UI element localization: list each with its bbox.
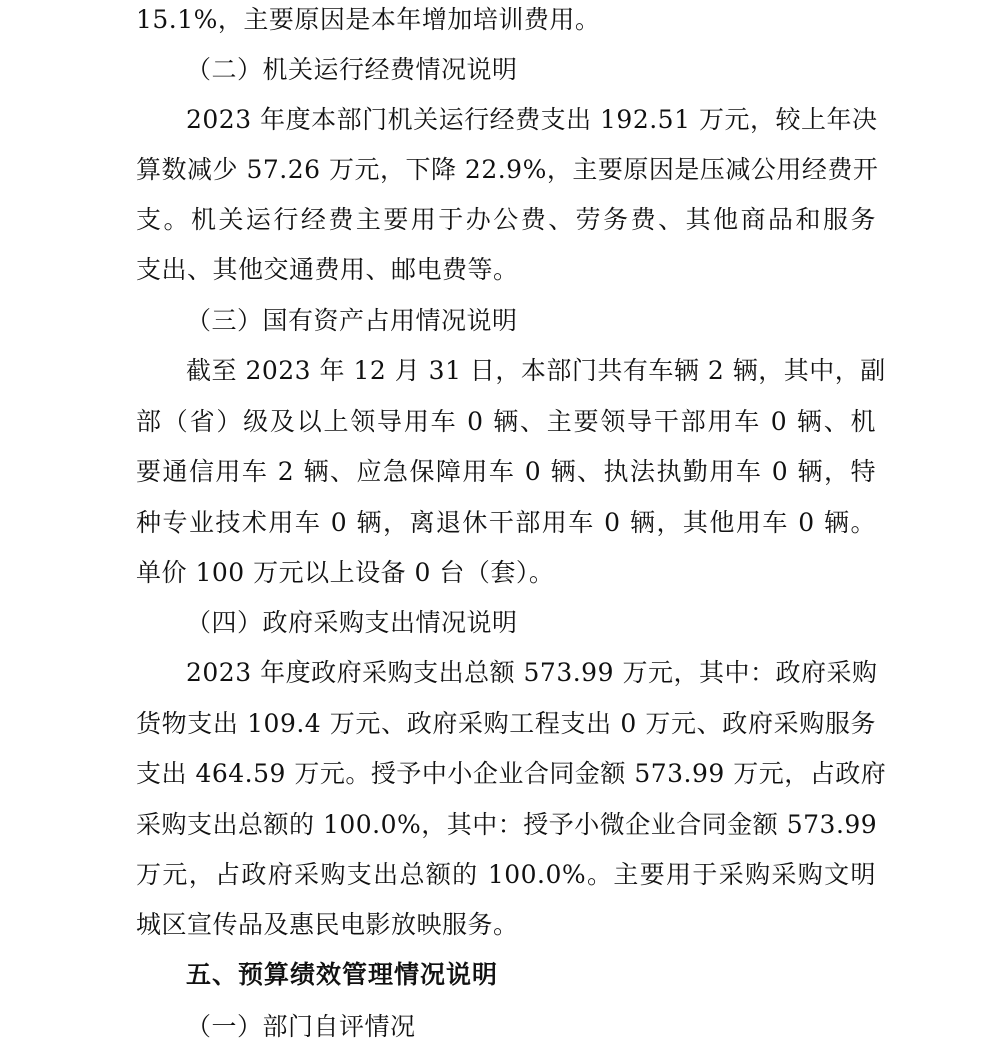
subheading-operating-expenses: （二）机关运行经费情况说明 bbox=[186, 55, 518, 84]
paragraph-line-16: 支出 464.59 万元。授予中小企业合同金额 573.99 万元，占政府 bbox=[136, 759, 887, 788]
paragraph-line-10: 要通信用车 2 辆、应急保障用车 0 辆、执法执勤用车 0 辆，特 bbox=[136, 457, 876, 486]
paragraph-line-5: 支。机关运行经费主要用于办公费、劳务费、其他商品和服务 bbox=[136, 205, 876, 234]
paragraph-line-17: 采购支出总额的 100.0%，其中：授予小微企业合同金额 573.99 bbox=[136, 810, 878, 839]
subheading-state-assets: （三）国有资产占用情况说明 bbox=[186, 306, 518, 335]
section-heading-performance: 五、预算绩效管理情况说明 bbox=[186, 960, 499, 989]
paragraph-line-11: 种专业技术用车 0 辆，离退休干部用车 0 辆，其他用车 0 辆。 bbox=[136, 508, 876, 537]
paragraph-line-1: 15.1%，主要原因是本年增加培训费用。 bbox=[136, 5, 601, 34]
subheading-government-procurement: （四）政府采购支出情况说明 bbox=[186, 608, 518, 637]
paragraph-line-8: 截至 2023 年 12 月 31 日，本部门共有车辆 2 辆，其中，副 bbox=[186, 356, 886, 385]
paragraph-line-3: 2023 年度本部门机关运行经费支出 192.51 万元，较上年决 bbox=[186, 105, 878, 134]
paragraph-line-15: 货物支出 109.4 万元、政府采购工程支出 0 万元、政府采购服务 bbox=[136, 709, 876, 738]
paragraph-line-4: 算数减少 57.26 万元，下降 22.9%，主要原因是压减公用经费开 bbox=[136, 155, 879, 184]
paragraph-line-18: 万元，占政府采购支出总额的 100.0%。主要用于采购采购文明 bbox=[136, 860, 876, 889]
paragraph-line-12: 单价 100 万元以上设备 0 台（套）。 bbox=[136, 558, 555, 587]
paragraph-line-14: 2023 年度政府采购支出总额 573.99 万元，其中：政府采购 bbox=[186, 658, 878, 687]
subheading-self-evaluation: （一）部门自评情况 bbox=[186, 1012, 416, 1041]
paragraph-line-6: 支出、其他交通费用、邮电费等。 bbox=[136, 255, 519, 284]
paragraph-line-9: 部（省）级及以上领导用车 0 辆、主要领导干部用车 0 辆、机 bbox=[136, 407, 876, 436]
paragraph-line-19: 城区宣传品及惠民电影放映服务。 bbox=[136, 910, 519, 939]
